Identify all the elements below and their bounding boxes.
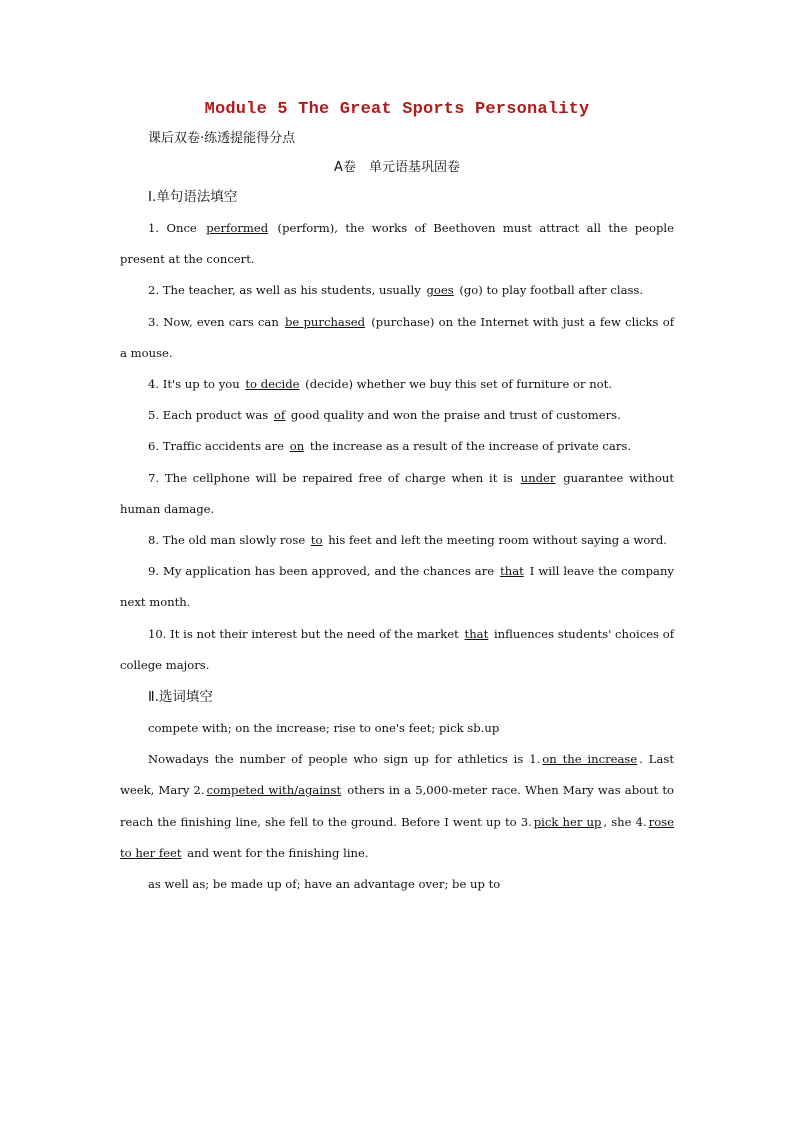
answer-blank: of	[273, 408, 286, 423]
question-text: 5. Each product was	[148, 408, 272, 423]
question-item	[120, 369, 674, 400]
question-list	[120, 213, 674, 681]
question-text: 9. My application has been approved, and the chances are	[148, 564, 499, 579]
question-text: 2. The teacher, as well as his students, usually	[148, 283, 425, 298]
answer-blank: to decide	[245, 377, 300, 392]
answer-blank: to	[310, 533, 323, 548]
question-text: 4. It's up to you	[148, 377, 244, 392]
question-item	[120, 463, 674, 525]
question-text: the increase as a result of the increase of private cars.	[306, 439, 632, 454]
section-2-heading: Ⅱ.选词填空	[148, 689, 213, 706]
question-text: 8. The old man slowly rose	[148, 533, 309, 548]
question-text: (purchase) on the Internet with just a few clicks of a mouse.	[120, 314, 674, 360]
question-text: influences students' choices of college majors.	[120, 626, 674, 672]
answer-blank: that	[500, 564, 524, 579]
passage-text: Nowadays the number of people who sign up for athletics is 1.	[148, 752, 541, 767]
worksheet-page	[120, 100, 674, 900]
answer-blank: goes	[426, 283, 454, 298]
question-item	[120, 525, 674, 556]
subtitle: 课后双卷·练透提能得分点	[148, 131, 296, 146]
answer-blank: rose to her feet	[120, 814, 674, 860]
page-title: Module 5 The Great Sports Personality	[204, 100, 590, 119]
question-item	[120, 556, 674, 618]
question-text: (decide) whether we buy this set of furniture or not.	[301, 377, 612, 392]
question-text: his feet and left the meeting room without saying a word.	[324, 533, 667, 548]
answer-blank: competed with/against	[206, 783, 342, 798]
section-1-heading: Ⅰ.单句语法填空	[148, 189, 238, 205]
answer-blank: that	[464, 626, 489, 641]
question-item	[120, 213, 674, 275]
paper-label: A卷 单元语基巩固卷	[334, 160, 460, 175]
question-item	[120, 431, 674, 462]
answer-blank: on the increase	[542, 752, 638, 767]
question-text: 1. Once	[148, 221, 205, 235]
question-text: (perform), the works of Beethoven must attract all the people present at the concert.	[120, 221, 674, 267]
answer-blank: on	[289, 439, 305, 454]
question-item	[120, 400, 674, 431]
passage-text: and went for the finishing line.	[183, 845, 369, 860]
question-text: 7. The cellphone will be repaired free of charge when it is	[148, 470, 519, 485]
question-text: (go) to play football after class.	[455, 283, 644, 298]
question-item	[120, 307, 674, 369]
passage-text: . Last week, Mary 2.	[120, 752, 674, 798]
passage-text: , she 4.	[603, 814, 647, 829]
answer-blank: under	[520, 470, 556, 485]
question-item	[120, 275, 674, 306]
question-text: 10. It is not their interest but the need of the market	[148, 626, 463, 641]
question-text: 3. Now, even cars can	[148, 314, 284, 329]
answer-blank: performed	[206, 221, 269, 235]
question-text: guarantee without human damage.	[120, 470, 674, 516]
passage-paragraph	[120, 744, 674, 869]
answer-blank: be purchased	[285, 314, 366, 329]
question-text: 6. Traffic accidents are	[148, 439, 288, 454]
passage-text: others in a 5,000-meter race. When Mary was about to reach the finishing line, she fell to the ground. Before I went up to 3.	[120, 783, 674, 829]
word-bank-2: as well as; be made up of; have an advantage over; be up to	[148, 877, 501, 892]
word-bank-1: compete with; on the increase; rise to one's feet; pick sb.up	[148, 721, 500, 736]
question-item	[120, 619, 674, 681]
question-text: good quality and won the praise and trust of customers.	[287, 408, 621, 423]
answer-blank: pick her up	[533, 814, 602, 829]
question-text: I will leave the company next month.	[120, 564, 674, 610]
